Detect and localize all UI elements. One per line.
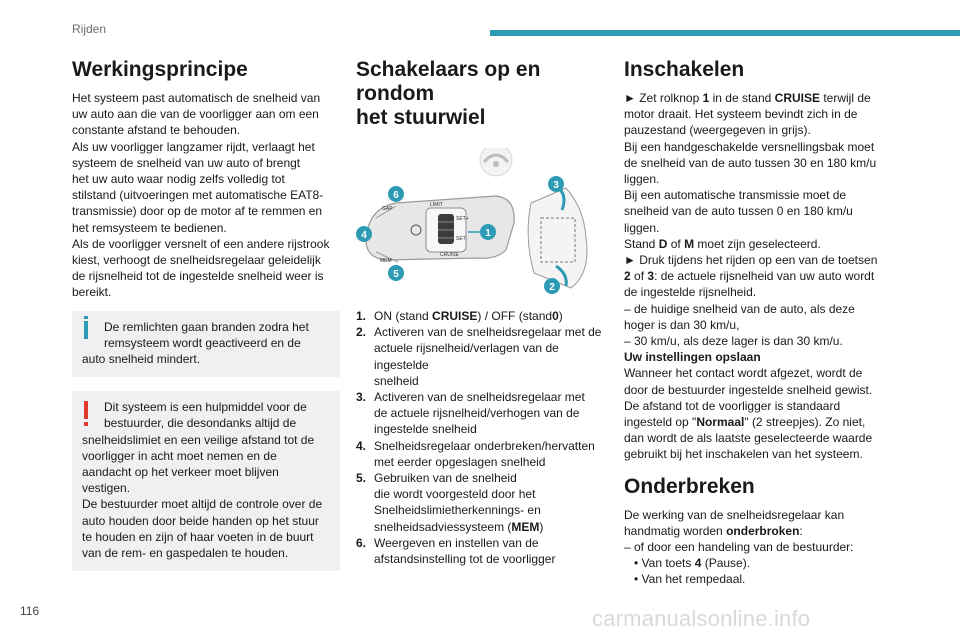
text-line [624,268,902,284]
callout-2 [544,278,560,294]
text-line: de ingestelde rijsnelheid. [624,285,757,300]
text-bold: CRUISE [432,309,478,323]
text-line: constante afstand te behouden. [72,123,241,138]
callout-4 [356,226,372,242]
text-line [624,523,902,539]
text: ) [539,519,544,534]
text: of [667,236,685,251]
callout-number: 2 [549,282,555,293]
list-text [374,438,595,470]
text-line: snelheidslimiet en een veilige afstand tot de [82,432,315,447]
limit-label: LIMIT [430,202,443,208]
list-number: 6. [356,535,367,550]
text: : [799,523,803,538]
list-number: 1. [356,309,367,323]
bullet-item [624,555,902,571]
text-line: De bestuurder moet altijd de controle over de [82,497,323,512]
text-line: Als de voorligger versnelt of een andere rijstrook [72,236,330,251]
text-bold: 0 [552,309,559,323]
column-schakelaars [356,58,616,567]
text: " (2 streepjes). Zo niet, [744,415,866,430]
list-item [356,308,616,324]
bullet-item: • Van het rempedaal. [634,572,746,587]
text: actuele rijsnelheid/verlagen van de ingestelde [374,341,559,372]
callout-5 [388,265,404,281]
text-line: stilstand (uitvoeringen met automatische EAT8- [72,188,324,203]
text-line: kiest, verhoogt de snelheidsregelaar geleidelijk [72,253,321,268]
text-line: pauzestand (weergegeven in grijs). [624,123,811,138]
warning-icon [84,401,88,419]
text: ) [558,309,563,323]
text: ► Zet rolknop [624,91,703,105]
text-line: snelheid van de auto tussen 0 en 180 km/u [624,204,853,219]
column-inschakelen [624,58,902,588]
steering-controls-illustration [356,148,616,298]
text-line: auto houden door beide handen op het stuur [82,513,319,528]
list-number: 3. [356,390,367,405]
text: terwijl de [820,91,871,105]
callout-number: 6 [393,190,399,201]
text: ) / OFF (stand [477,309,553,323]
text: moet zijn geselecteerd. [694,236,821,251]
text-line: de snelheid van de auto tussen 30 en 180 km/u [624,155,877,170]
text: : de actuele rijsnelheid van uw auto wordt [654,269,875,284]
list-text [374,308,563,324]
text-line: bereikt. [72,285,112,300]
text-line: Wanneer het contact wordt afgezet, wordt de [624,366,863,381]
text-line: door de bestuurder ingestelde snelheid gewist. [624,382,873,397]
subheading-settings [624,349,902,365]
info-callout [72,311,340,378]
text: of [630,269,648,284]
callout-number: 4 [361,230,367,241]
text: met eerder opgeslagen snelheid [374,454,546,469]
text-line: De werking van de snelheidsregelaar kan [624,507,845,522]
text: snelheidsadviessysteem ( [374,519,512,534]
list-text [374,470,543,535]
text-bold: CRUISE [774,91,820,105]
callout-number: 1 [485,228,491,239]
text-line: de rijsnelheid tot de ingestelde snelheid weer is [72,269,324,284]
text: de actuele rijsnelheid/verhogen van de [374,406,580,421]
gap-label: GAP [382,206,393,212]
text-line: Als uw voorligger langzamer rijdt, verlaagt het [72,139,315,154]
intro-paragraph [72,90,340,301]
text: Activeren van de snelheidsregelaar met [374,390,585,405]
text-line: transmissie) door op de motor af te remmen en [72,204,323,219]
text: ingesteld op " [624,415,697,430]
list-item [356,389,616,438]
text-line: aandacht op het verkeer moet blijven [82,465,279,480]
text: Snelheidsregelaar onderbreken/hervatten [374,438,595,453]
text-bold: MEM [511,519,540,534]
warning-callout [72,391,340,571]
list-text [374,324,616,389]
text: Stand [624,236,659,251]
list-item [356,324,616,389]
info-icon [84,321,88,339]
text: Gebruiken van de snelheid [374,471,517,486]
list-text [374,535,555,567]
text-line: dan wordt de als laatste geselecteerde waarde [624,431,873,446]
set-plus-label: SET+ [456,216,469,222]
controls-list [356,308,616,567]
text-line: te houden en zijn of haar voeten in de buurt [82,529,314,544]
text-line: systeem de snelheid van uw auto of brengt [72,155,301,170]
text-bold: 4 [694,556,702,571]
text-line: auto snelheid mindert. [82,352,201,367]
list-item [356,470,616,535]
heading-onderbreken: Onderbreken [624,474,755,498]
text-bold: M [684,236,695,251]
text: • Van toets [634,556,695,571]
text: in de stand [709,91,775,105]
text-line: hoger is dan 30 km/u, [624,317,740,332]
text-bold: 1 [702,91,710,105]
list-number: 2. [356,325,367,340]
text-bold: Normaal [696,415,745,430]
text-line: Het systeem past automatisch de snelheid van [72,91,321,105]
text-line: motor draait. Het systeem bevindt zich in de [624,107,858,122]
text-line [624,236,902,252]
text: (Pause). [701,556,751,571]
text-line [624,414,902,430]
text-bold: 2 [624,269,631,284]
steering-column-detail [528,186,587,288]
text: ingestelde snelheid [374,422,477,437]
cruise-label: CRUISE [440,252,459,258]
text-line: – 30 km/u, als deze lager is dan 30 km/u. [624,334,843,349]
mem-label: MEM [380,258,392,264]
text: die wordt voorgesteld door het [374,487,536,502]
section-label: Rijden [72,22,107,36]
list-item [356,535,616,567]
text-line: het uw auto waar nodig zelfs volledig tot [72,172,285,187]
callout-number: 3 [553,180,559,191]
text-line: ► Druk tijdens het rijden op een van de toetsen [624,253,878,268]
text: Snelheidslimietherkennings- en [374,503,541,518]
text-line: van de rem- en gaspedalen te houden. [82,546,289,561]
heading-inschakelen: Inschakelen [624,58,745,81]
column-werkingsprincipe [72,58,340,571]
heading-line: Schakelaars op en rondom [356,58,541,105]
text: Weergeven en instellen van de [374,535,539,550]
text: handmatig worden [624,523,727,538]
list-number: 5. [356,471,367,486]
text-bold: D [658,236,668,251]
text-line: De afstand tot de voorligger is standaard [624,398,841,413]
text-bold: 3 [647,269,655,284]
steering-controls-diagram [356,148,616,298]
callout-6 [388,186,404,202]
text-line: Bij een automatische transmissie moet de [624,188,847,203]
text: Activeren van de snelheidsregelaar met de [374,325,602,340]
text-line: remsysteem wordt geactiveerd en de [104,335,301,350]
text-line: liggen. [624,220,660,235]
watermark-url: carmanualsonline.info [592,606,811,631]
callout-3 [548,176,564,192]
text-bold: Uw instellingen opslaan [624,350,761,365]
list-text [374,389,585,438]
heading-schakelaars [356,58,616,130]
text-line [624,90,902,106]
set-minus-label: SET- [456,236,468,242]
text-line: – de huidige snelheid van de auto, als deze [624,301,855,316]
text-line: gebruikt bij het inschakelen van het systeem. [624,447,863,462]
list-item [356,438,616,470]
text-line: Bij een handgeschakelde versnellingsbak moet [624,139,875,154]
text: snelheid [374,373,419,388]
text-line: Dit systeem is een hulpmiddel voor de [104,400,307,415]
text-line: voorligger in acht moet nemen en de [82,448,277,463]
text: ON (stand [374,309,433,323]
header-accent-bar [490,30,960,36]
page-number: 116 [20,604,40,618]
heading-line: het stuurwiel [356,106,486,129]
text-line: het remsysteem te bedienen. [72,220,227,235]
text-line: vestigen. [82,481,131,496]
steering-wheel-icon [480,148,512,176]
text-line: De remlichten gaan branden zodra het [104,319,309,334]
callout-number: 5 [393,269,399,280]
text-line: bestuurder, die desondanks altijd de [104,416,297,431]
text-line: uw auto aan die van de voorligger aan om een [72,107,319,122]
heading-werkingsprincipe: Werkingsprincipe [72,58,248,81]
text-bold: onderbroken [726,523,800,538]
text-line: liggen. [624,172,660,187]
text-line: – of door een handeling van de bestuurder: [624,540,854,555]
text: afstandsinstelling tot de voorligger [374,552,556,567]
list-number: 4. [356,438,367,453]
